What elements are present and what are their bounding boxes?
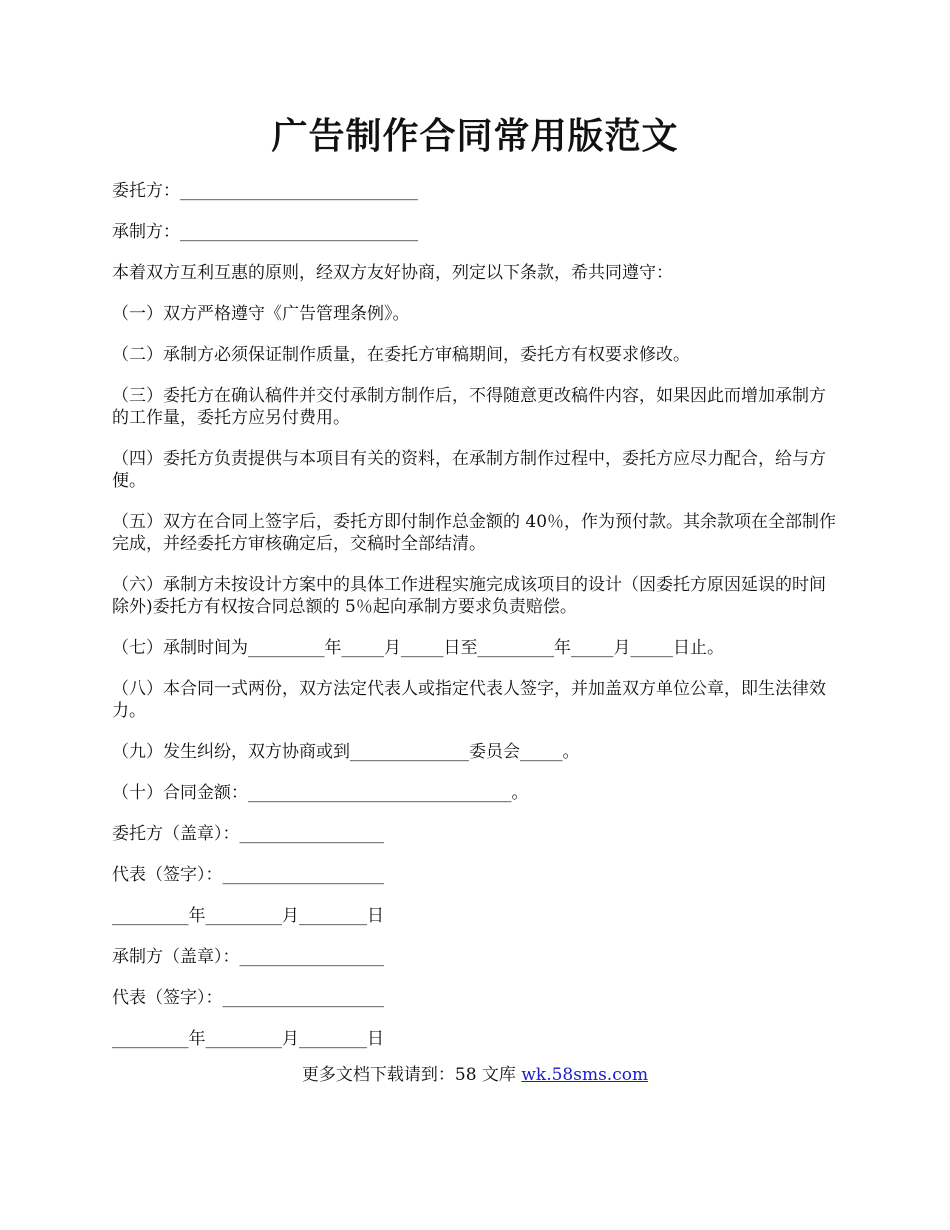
clause-4: （四）委托方负责提供与本项目有关的资料，在承制方制作过程中，委托方应尽力配合，给与方便。	[112, 449, 826, 491]
clause-10: （十）合同金额：_______________________________。	[112, 783, 529, 803]
footer-text: 更多文档下载请到：58 文库	[301, 1065, 522, 1085]
preamble-paragraph: 本着双方互利互惠的原则，经双方友好协商，列定以下条款，希共同遵守：	[112, 263, 673, 283]
client-seal-line: 委托方（盖章）：_________________	[112, 824, 384, 844]
clause-1: （一）双方严格遵守《广告管理条例》。	[112, 304, 410, 324]
contractor-date-line: _________年_________月________日	[112, 1029, 384, 1049]
contractor-party-line: 承制方：____________________________	[112, 222, 418, 242]
contractor-seal-line: 承制方（盖章）：_________________	[112, 947, 384, 967]
clause-6: （六）承制方未按设计方案中的具体工作进程实施完成该项目的设计（因委托方原因延误的时间除外)委托方有权按合同总额的 5％起向承制方要求负责赔偿。	[112, 575, 826, 617]
client-date-line: _________年_________月________日	[112, 906, 384, 926]
document-title: 广告制作合同常用版范文	[271, 115, 679, 157]
clause-7: （七）承制时间为_________年_____月_____日至_________年_____月_____日止。	[112, 638, 724, 658]
clause-8: （八）本合同一式两份，双方法定代表人或指定代表人签字，并加盖双方单位公章，即生法律效力。	[112, 679, 826, 721]
clause-5: （五）双方在合同上签字后，委托方即付制作总金额的 40％，作为预付款。其余款项在全部制作完成，并经委托方审核确定后，交稿时全部结清。	[112, 512, 837, 554]
clause-9: （九）发生纠纷，双方协商或到______________委员会_____。	[112, 742, 580, 762]
clause-2: （二）承制方必须保证制作质量，在委托方审稿期间，委托方有权要求修改。	[112, 345, 690, 365]
clause-3: （三）委托方在确认稿件并交付承制方制作后，不得随意更改稿件内容，如果因此而增加承制方的工作量，委托方应另付费用。	[112, 386, 826, 428]
document-body	[112, 180, 842, 1069]
footer	[0, 1063, 950, 1087]
footer-link[interactable]: wk.58sms.com	[521, 1065, 649, 1085]
client-party-line: 委托方：____________________________	[112, 181, 418, 201]
client-representative-line: 代表（签字）：___________________	[112, 865, 384, 885]
contractor-representative-line: 代表（签字）：___________________	[112, 988, 384, 1008]
